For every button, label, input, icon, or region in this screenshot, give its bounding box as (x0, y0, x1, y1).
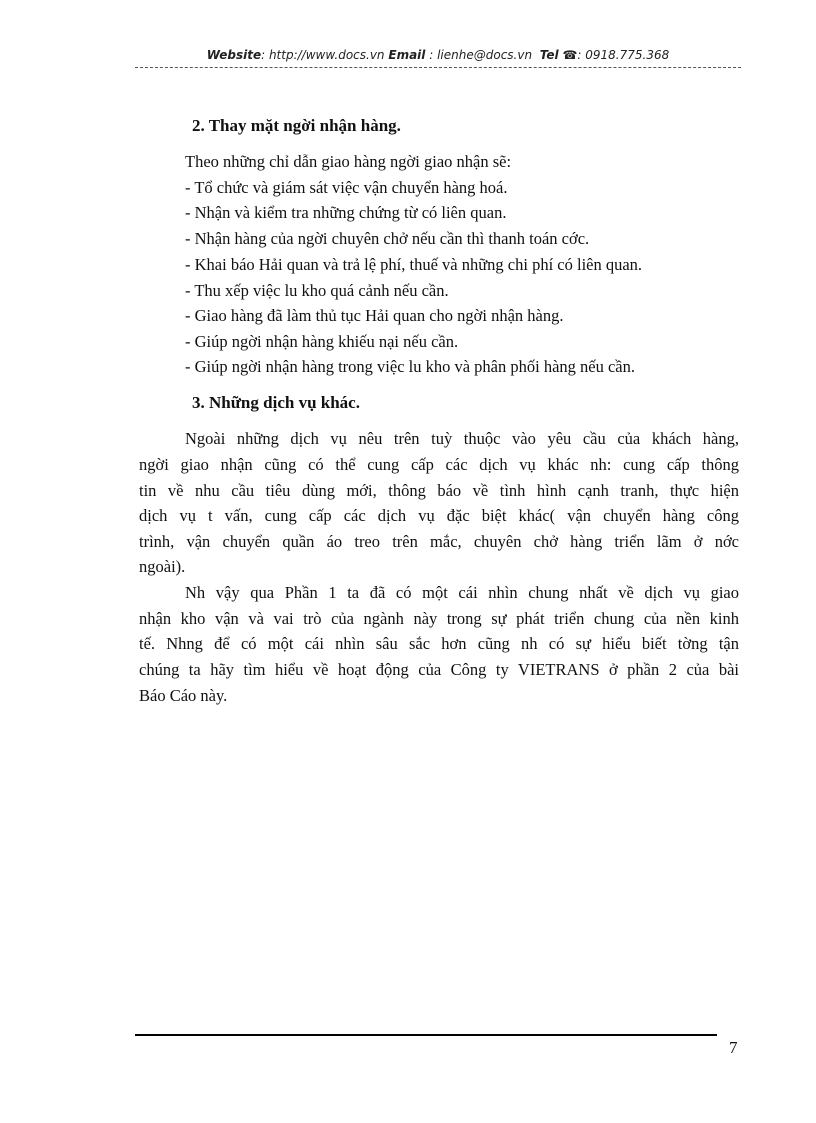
list-item: - Khai báo Hải quan và trả lệ phí, thuế và những chi phí có liên quan. (185, 255, 643, 274)
section-3-heading: 3. Những dịch vụ khác. (192, 393, 360, 412)
paragraph-line: dịch vụ t vấn, cung cấp các dịch vụ đặc biệt khác( vận chuyển hàng công (139, 506, 739, 525)
list-item: - Giao hàng đã làm thủ tục Hải quan cho ngời nhận hàng. (185, 306, 564, 325)
phone-icon: ☎ (562, 48, 578, 62)
section-2-intro: Theo những chỉ dẫn giao hàng ngời giao nhận sẽ: (185, 152, 512, 171)
paragraph-line: Báo Cáo này. (139, 686, 228, 705)
list-item: - Thu xếp việc lu kho quá cảnh nếu cần. (185, 281, 449, 300)
email-value: : lienhe@docs.vn (429, 48, 533, 62)
paragraph-line: nhận kho vận và vai trò của ngành này trong sự phát triển chung của nền kinh (139, 609, 739, 628)
paragraph-line: Nh vậy qua Phần 1 ta đã có một cái nhìn chung nhất về dịch vụ giao (185, 583, 739, 602)
tel-value: : 0918.775.368 (577, 48, 670, 62)
paragraph-line: ngời giao nhận cũng có thể cung cấp các dịch vụ khác nh: cung cấp thông (139, 455, 739, 474)
website-label: Website (206, 48, 262, 62)
paragraph-line: tin về nhu cầu tiêu dùng mới, thông báo về tình hình cạnh tranh, thực hiện (139, 481, 739, 500)
tel-label: Tel (539, 48, 559, 62)
email-label: Email (388, 48, 426, 62)
list-item: - Giúp ngời nhận hàng trong việc lu kho và phân phối hàng nếu cần. (185, 357, 635, 376)
paragraph-line: trình, vận chuyển quần áo treo trên mắc, chuyên chở hàng triển lãm ở nớc (139, 532, 739, 551)
page-header (135, 48, 741, 62)
list-item: - Nhận hàng của ngời chuyên chở nếu cần thì thanh toán cớc. (185, 229, 590, 248)
paragraph-line: Ngoài những dịch vụ nêu trên tuỳ thuộc vào yêu cầu của khách hàng, (185, 429, 739, 448)
paragraph-line: tế. Nhng để có một cái nhìn sâu sắc hơn cũng nh có sự hiểu biết tờng tận (139, 634, 739, 653)
section-2-heading: 2. Thay mặt ngời nhận hàng. (192, 116, 401, 135)
paragraph-line: chúng ta hãy tìm hiểu về hoạt động của Công ty VIETRANS ở phần 2 của bài (139, 660, 739, 679)
list-item: - Giúp ngời nhận hàng khiếu nại nếu cần. (185, 332, 459, 351)
list-item: - Tổ chức và giám sát việc vận chuyển hàng hoá. (185, 178, 508, 197)
header-divider (135, 67, 741, 68)
page-number: 7 (729, 1038, 738, 1057)
website-value: : http://www.docs.vn (261, 48, 385, 62)
paragraph-line: ngoài). (139, 557, 186, 576)
footer-divider (135, 1034, 717, 1036)
list-item: - Nhận và kiểm tra những chứng từ có liên quan. (185, 203, 507, 222)
